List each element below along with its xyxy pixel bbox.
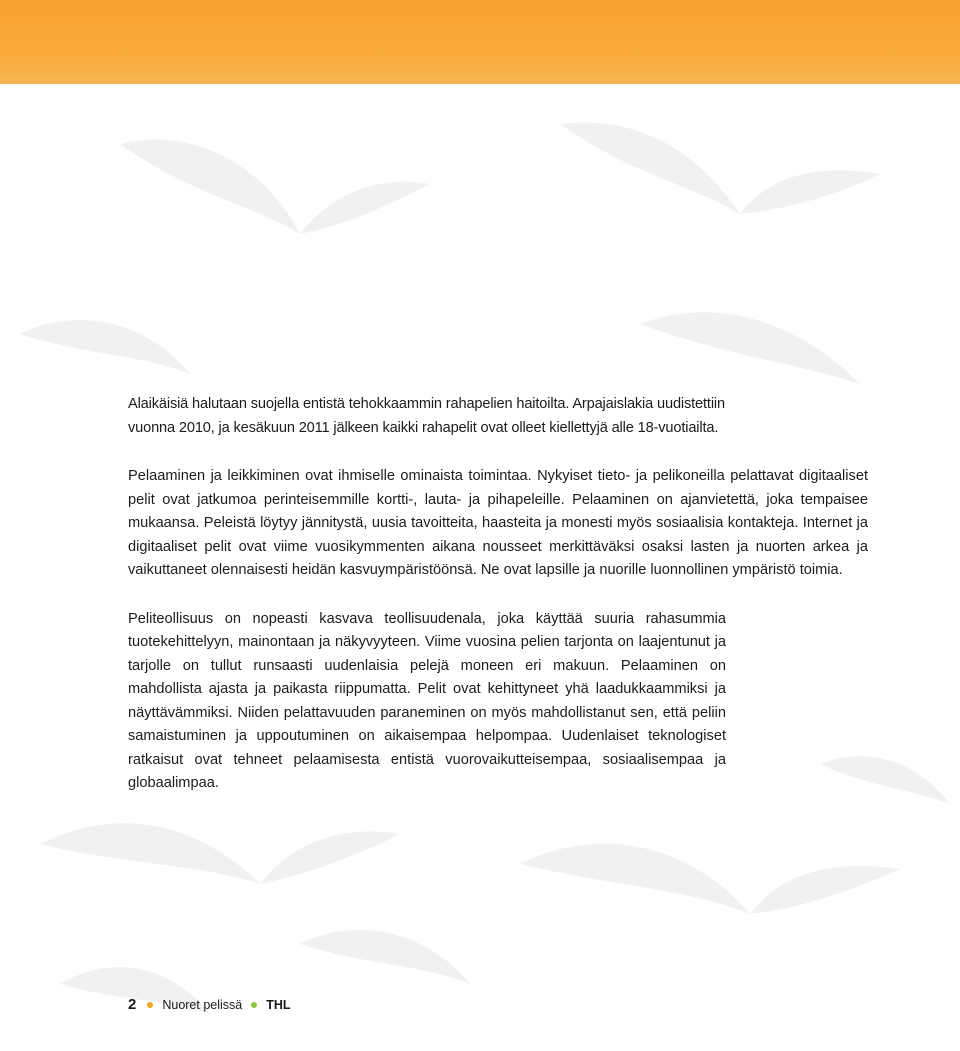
paragraph-minors-protection: Alaikäisiä halutaan suojella entistä tehokkaammin rahapelien haitoilta. Arpajaislakia uudistettiin vuonna 2010, ja kesäkuun 2011 jälkeen kaikki rahapelit ovat olleet kiellettyjä alle 18-vuotiailta. — [128, 396, 725, 436]
header-color-band — [0, 0, 960, 84]
page-number: 2 — [128, 996, 137, 1013]
paragraph-game-industry: Peliteollisuus on nopeasti kasvava teollisuudenala, joka käyttää suuria rahasummia tuotekehittelyyn, mainontaan ja näkyvyyteen. Viime vuosina pelien tarjonta on laajentunut ja tarjolle on tullut runsaasti uudenlaisia pelejä moneen eri makuun. Pelaaminen on mahdollista ajasta ja paikasta riippumatta. Pelit ovat kehittyneet yhä laadukkaammiksi ja näyttävämmiksi. Niiden pelattavuuden paraneminen on myös mahdollistanut sen, että peliin samaistuminen ja uppoutuminen on aikaisempaa helpompaa. Uudenlaiset teknologiset ratkaisut ovat tehneet pelaamisesta entistä vuorovaikutteisempaa, sosiaalisempaa ja globaalimpaa. — [128, 610, 726, 791]
publication-title: Nuoret pelissä — [162, 997, 243, 1012]
paragraph-gaming-as-activity: Pelaaminen ja leikkiminen ovat ihmiselle ominaista toimintaa. Nykyiset tieto- ja pelikoneilla pelattavat digitaaliset pelit ovat jatkumoa perinteisemmille kortti-, lauta- ja pihapeleille. Pelaaminen on ajanvietettä, joka tempaisee mukaansa. Peleistä löytyy jännitystä, uusia tavoitteita, haasteita ja monesti myös sosiaalisia kontakteja. Internet ja digitaaliset pelit ovat viime vuosikymmenten aikana nousseet merkittäväksi osaksi lasten ja nuorten arkea ja vaikuttaneet olennaisesti heidän kasvuympäristöönsä. Ne ovat lapsille ja nuorille luonnollinen ympäristö toimia. — [128, 468, 868, 578]
organization-name: THL — [266, 997, 291, 1012]
orange-dot-icon — [147, 1002, 153, 1008]
green-dot-icon — [251, 1002, 257, 1008]
page-footer — [128, 996, 291, 1013]
body-text — [128, 393, 870, 821]
